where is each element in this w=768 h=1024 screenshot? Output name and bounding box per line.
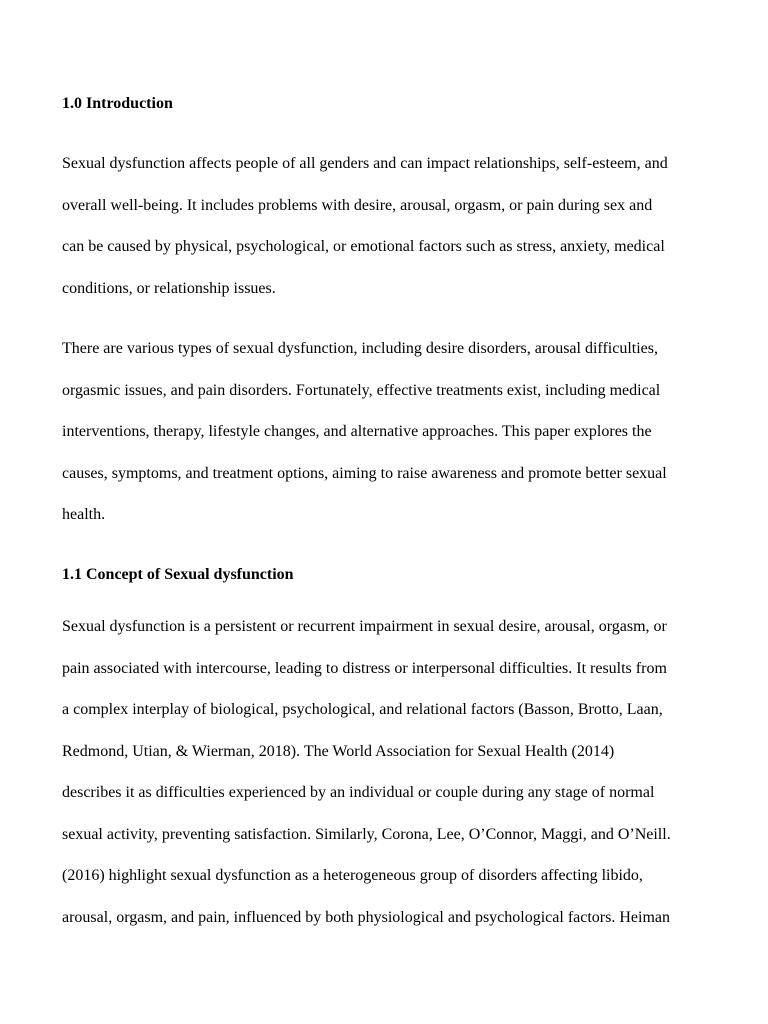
paragraph-line: describes it as difficulties experienced by an individual or couple during any stage of normal xyxy=(62,784,655,801)
section-heading-concept: 1.1 Concept of Sexual dysfunction xyxy=(62,566,294,583)
paragraph-line: health. xyxy=(62,506,106,523)
paragraph-line: sexual activity, preventing satisfaction. Similarly, Corona, Lee, O’Connor, Maggi, and O’Neill. xyxy=(62,825,671,843)
paragraph-line: Sexual dysfunction affects people of all genders and can impact relationships, self-esteem, and xyxy=(62,155,668,172)
paragraph-line: arousal, orgasm, and pain, influenced by both physiological and psychological factors. Heiman xyxy=(62,908,670,926)
paragraph-line: overall well-being. It includes problems with desire, arousal, orgasm, or pain during sex and xyxy=(62,196,653,214)
paragraph-line: (2016) highlight sexual dysfunction as a heterogeneous group of disorders affecting libido, xyxy=(62,867,643,884)
paragraph-line: conditions, or relationship issues. xyxy=(62,279,276,297)
paragraph-line: There are various types of sexual dysfunction, including desire disorders, arousal difficulties, xyxy=(62,340,658,357)
paragraph-line: Sexual dysfunction is a persistent or recurrent impairment in sexual desire, arousal, orgasm, or xyxy=(62,618,667,635)
intro-paragraph-2 xyxy=(62,328,738,536)
intro-paragraph-1 xyxy=(62,143,738,309)
concept-paragraph-1 xyxy=(62,606,738,938)
section-heading-introduction: 1.0 Introduction xyxy=(62,95,173,112)
paragraph-line: pain associated with intercourse, leading to distress or interpersonal difficulties. It results from xyxy=(62,659,667,677)
paragraph-line: Redmond, Utian, & Wierman, 2018). The World Association for Sexual Health (2014) xyxy=(62,742,615,760)
paragraph-line: can be caused by physical, psychological, or emotional factors such as stress, anxiety, medical xyxy=(62,238,665,255)
paragraph-line: causes, symptoms, and treatment options, aiming to raise awareness and promote better sexual xyxy=(62,464,667,482)
paragraph-line: a complex interplay of biological, psychological, and relational factors (Basson, Brotto, Laan, xyxy=(62,701,663,718)
paragraph-line: interventions, therapy, lifestyle changes, and alternative approaches. This paper explores the xyxy=(62,423,652,440)
paragraph-line: orgasmic issues, and pain disorders. Fortunately, effective treatments exist, including medical xyxy=(62,381,661,399)
